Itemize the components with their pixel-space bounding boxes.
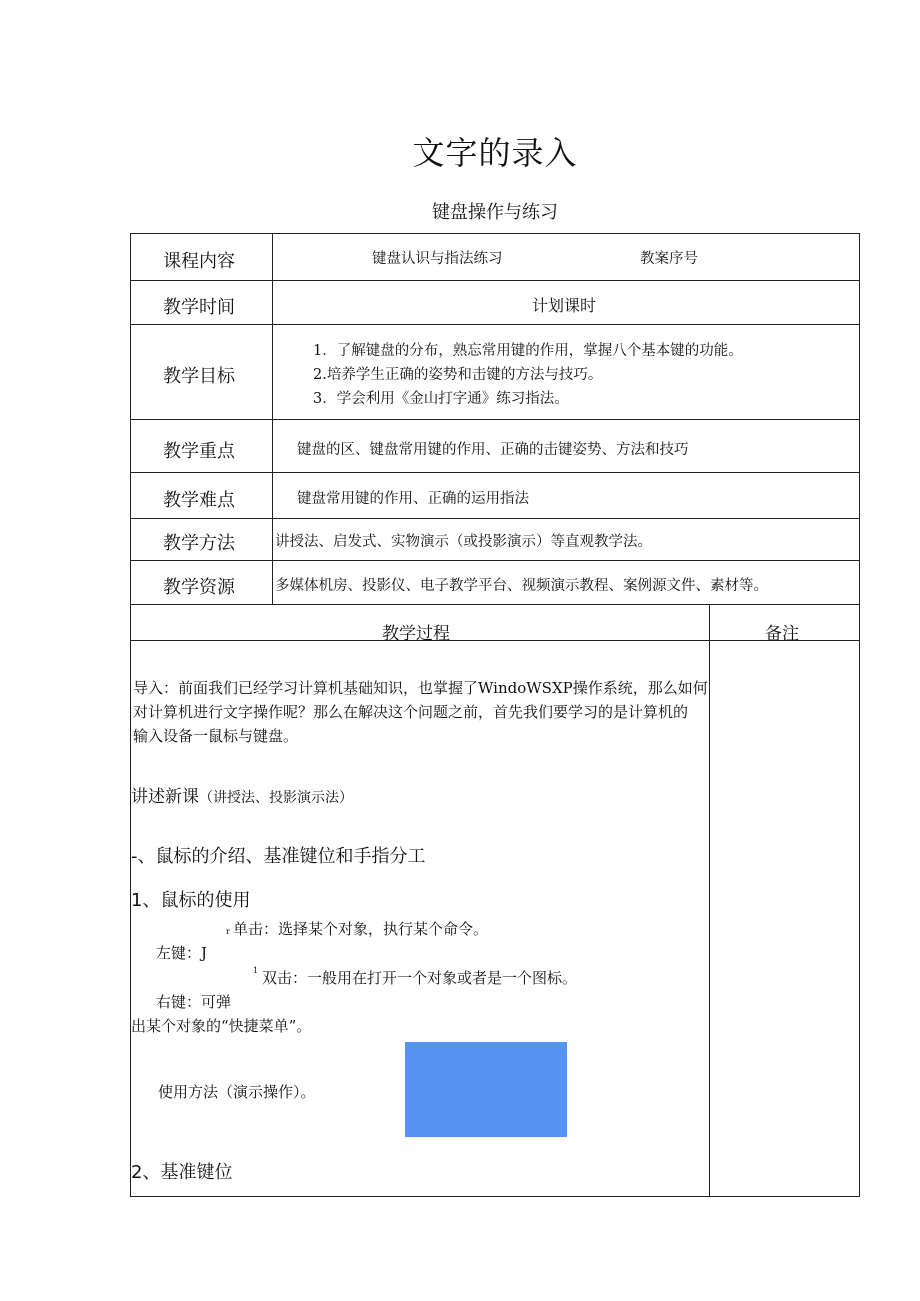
notes-header: 备注 [765,624,799,644]
lesson-number-label: 教案序号 [640,251,698,267]
right-key-text: 右键：可弹 [156,993,232,1011]
intro-line: 导入：前面我们已经学习计算机基础知识，也掌握了WindoWSXP操作系统，那么如何 [133,679,708,697]
goal-item: 3．学会利用《金山打字通》练习指法。 [313,391,569,407]
usage-text: 使用方法（演示操作）。 [158,1083,316,1101]
brace-mark: 1 [253,966,259,975]
intro-line: 输入设备一鼠标与键盘。 [133,727,299,745]
teaching-resources-label: 教学资源 [163,577,235,598]
subsection-heading: 2、基准键位 [131,1162,233,1183]
key-points-label: 教学重点 [163,441,235,462]
difficult-points-label: 教学难点 [163,490,235,511]
right-key-continuation: 出某个对象的“快捷菜单”。 [131,1017,312,1035]
intro-line: 对计算机进行文字操作呢？那么在解决这个问题之前，首先我们要学习的是计算机的 [133,703,689,721]
course-content-label: 课程内容 [163,251,235,272]
teaching-method-value: 讲授法、启发式、实物演示（或投影演示）等直观教学法。 [275,534,652,550]
subsection-heading: 1、鼠标的使用 [131,890,251,911]
teaching-goals-label: 教学目标 [163,366,235,387]
section-heading: -、鼠标的介绍、基准键位和手指分工 [131,846,426,867]
left-key-text: 左键：J [156,944,208,962]
difficult-points-value: 键盘常用键的作用、正确的运用指法 [297,491,529,507]
teaching-resources-value: 多媒体机房、投影仪、电子教学平台、视频演示教程、案例源文件、素材等。 [275,578,768,594]
goal-item: 2.培养学生正确的姿势和击键的方法与技巧。 [313,367,603,383]
document-title: 文字的录入 [412,134,578,172]
double-click-text: 双击：一般用在打开一个对象或者是一个图标。 [262,969,578,987]
teaching-method-label: 教学方法 [163,533,235,554]
planned-hours-label: 计划课时 [532,296,597,315]
key-points-value: 键盘的区、键盘常用键的作用、正确的击键姿势、方法和技巧 [297,442,689,458]
teaching-time-label: 教学时间 [163,297,235,318]
course-content-value: 键盘认识与指法练习 [372,251,503,267]
new-lesson-label: 讲述新课 [131,787,199,807]
new-lesson-heading [131,782,353,807]
single-click-text: 单击：选择某个对象，执行某个命令。 [233,920,489,938]
goal-item: 1．了解键盘的分布，熟忘常用键的作用，掌握八个基本键的功能。 [313,343,743,359]
new-lesson-note: （讲授法、投影演示法） [199,790,353,806]
teaching-process-header: 教学过程 [382,624,450,644]
document-subtitle: 键盘操作与练习 [432,202,558,223]
demo-image-placeholder [405,1042,567,1137]
brace-mark: r [226,927,230,936]
